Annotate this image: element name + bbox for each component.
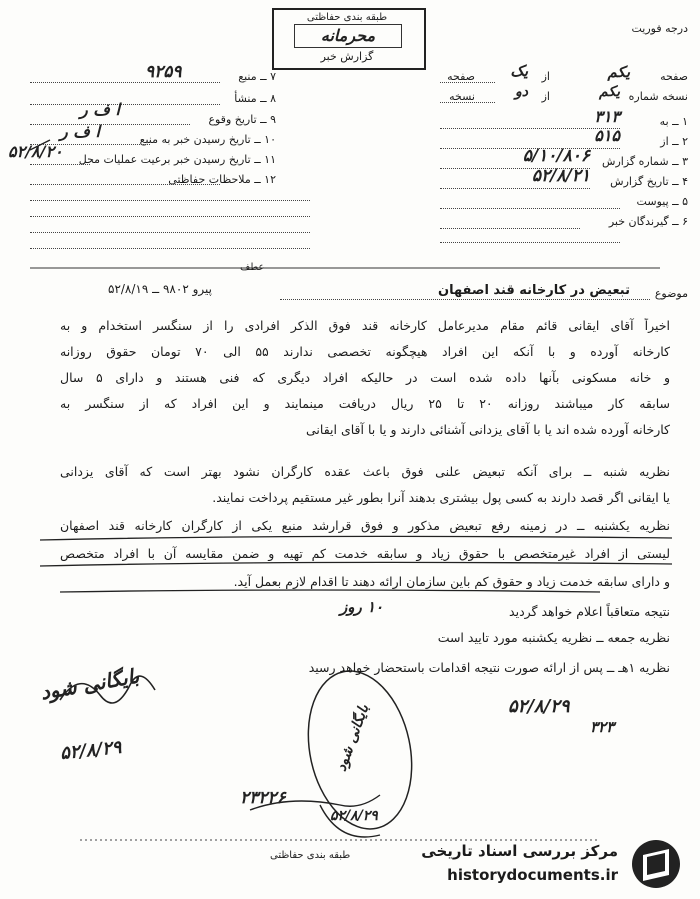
- body-line: کارخانه آورده و با آنکه این افراد هیچگونه تخصصی ندارند ۵۵ الی ۷۰ تومان حقوق روزانه: [60, 344, 670, 359]
- body-line: و دارای سابقه خدمت زیاد و حقوق کم باین سازمان ارائه دهند تا اقدام لازم بعمل آید.: [233, 574, 670, 589]
- bottom-handwritten-number: ۲۳۲۲۶: [240, 788, 286, 808]
- bottom-handwritten-code: ۵۲/۸/۲۹: [330, 808, 378, 824]
- right-handwritten-date: ۵۲/۸/۲۹: [508, 696, 570, 717]
- body-line: سابقه کار میباشند روزانه ۲۰ تا ۲۵ ریال دریافت مینمایند و این افراد که از سنگسر به: [60, 396, 670, 411]
- conclusion-line: نظریه جمعه ــ نظریه یکشنبه مورد تایید است: [437, 630, 670, 645]
- report-number-value: ۵/۱۰/۸۰۶: [522, 146, 590, 166]
- of-sheets-value: یک: [510, 62, 528, 80]
- recipients-label: ۶ ــ گیرندگان خبر: [608, 215, 688, 228]
- conclusion-line: نظریه ۱هـ ــ پس از ارائه صورت نتیجه اقدامات باستحضار خواهد رسید: [308, 660, 670, 675]
- left-handwritten-date: ۵۲/۸/۲۹: [59, 736, 123, 765]
- sheet-value: یکم: [607, 63, 630, 81]
- date-received-local-value: ۵۲/۸/۲۰: [8, 142, 63, 161]
- body-line: و خانه مسکونی بآنها داده شده است در حالیکه افراد دیگری که فنی هستند و دارای ۵ سال: [60, 370, 670, 385]
- urgency-label: درجه فوریت: [631, 22, 688, 35]
- copy-number-label: نسخه شماره: [628, 90, 688, 103]
- archive-center-name: مرکز بررسی اسناد تاریخی: [421, 842, 618, 860]
- occurrence-date-value: ا ف ر: [80, 100, 120, 119]
- date-received-source-value: ا ف ر: [60, 122, 100, 141]
- sheet-label-2: صفحه: [447, 70, 475, 83]
- date-received-local-label: ۱۱ ــ تاریخ رسیدن خبر برعیت عملیات محل: [78, 153, 276, 166]
- report-date-label: ۴ ــ تاریخ گزارش: [610, 175, 688, 188]
- right-handwritten-code: ۳۲۳: [590, 718, 615, 736]
- reference-label: عطف: [240, 262, 265, 273]
- to-value: ۳۱۳: [594, 107, 620, 126]
- archive-website: historydocuments.ir: [447, 866, 618, 884]
- body-line: یا ایقانی اگر قصد دارند به کسی پول بیشتری بدهند آنرا بطور غیر مستقیم پرداخت نمایند.: [212, 490, 670, 505]
- subject-label: موضوع: [654, 287, 688, 300]
- report-type-label: گزارش خبر: [320, 50, 374, 63]
- from-label: ۲ ــ از: [660, 135, 688, 148]
- to-label: ۱ ــ به: [659, 115, 688, 128]
- attachment-label: ۵ ــ پیوست: [636, 195, 688, 208]
- copy-label-2: نسخه: [449, 90, 475, 103]
- oval-note: بایگانی شود: [333, 702, 373, 774]
- body-line: کارخانه آورده شده اند یا با آقای یزدانی آشنائی دارند و یا با آقای ایقانی: [305, 422, 670, 437]
- occurrence-date-label: ۹ ــ تاریخ وقوع: [208, 113, 276, 126]
- conclusion-line: نتیجه متعاقباً اعلام خواهد گردید: [509, 604, 670, 619]
- of-copies-label: از: [541, 90, 550, 103]
- reference-text: پیرو ۹۸۰۲ ــ ۵۲/۸/۱۹: [108, 282, 212, 296]
- classification-bottom-label: طبقه بندی حفاظتی: [270, 850, 351, 861]
- of-sheets-label: از: [541, 70, 550, 83]
- body-line: اخیراً آقای ایقانی قائم مقام مدیرعامل کارخانه قند فوق الذکر افرادی را از سنگسر استخدام و به: [60, 318, 670, 333]
- report-number-label: ۳ ــ شماره گزارش: [602, 155, 688, 168]
- of-copies-value: دو: [515, 84, 528, 100]
- from-value: ۵۱۵: [594, 126, 620, 145]
- report-date-value: ۵۲/۸/۲۱: [531, 166, 590, 186]
- copy-number-value: یکم: [599, 84, 620, 100]
- body-line: لیستی از افراد غیرمتخصص با حقوق زیاد و سابقه خدمت کم تهیه و ضمن مقایسه آن با افراد متخصص: [60, 546, 670, 561]
- security-notes-label: ۱۲ ــ ملاحظات حفاظتی: [168, 173, 276, 186]
- classification-top-label: طبقه بندی حفاظتی: [306, 12, 388, 23]
- sheet-label: صفحه: [660, 70, 688, 83]
- origin-label: ۸ ــ منشأ: [234, 92, 276, 105]
- body-line: نظریه شنبه ــ برای آنکه تبعیض علنی فوق باعث عقده کارگران نشود بهتر است که آقای یزدانی: [60, 464, 670, 479]
- left-handwritten-note: بایگانی شود: [38, 663, 141, 705]
- body-line: نظریه یکشنبه ــ در زمینه رفع تبعیض مذکور و فوق قرارشد منبع یکی از کارگران کارخانه قند اصفهان: [60, 518, 670, 533]
- subject-text: تبعیض در کارخانه قند اصفهان: [437, 283, 630, 298]
- classification-stamp-text: محرمانه: [320, 26, 376, 45]
- date-received-source-label: ۱۰ ــ تاریخ رسیدن خبر به منبع: [139, 133, 276, 146]
- inline-handwritten-note: ۱۰ روز: [340, 598, 384, 616]
- source-value: ۹۲۵۹: [145, 62, 182, 82]
- archive-logo-icon: [625, 835, 687, 893]
- source-label: ۷ ــ منبع: [238, 70, 276, 83]
